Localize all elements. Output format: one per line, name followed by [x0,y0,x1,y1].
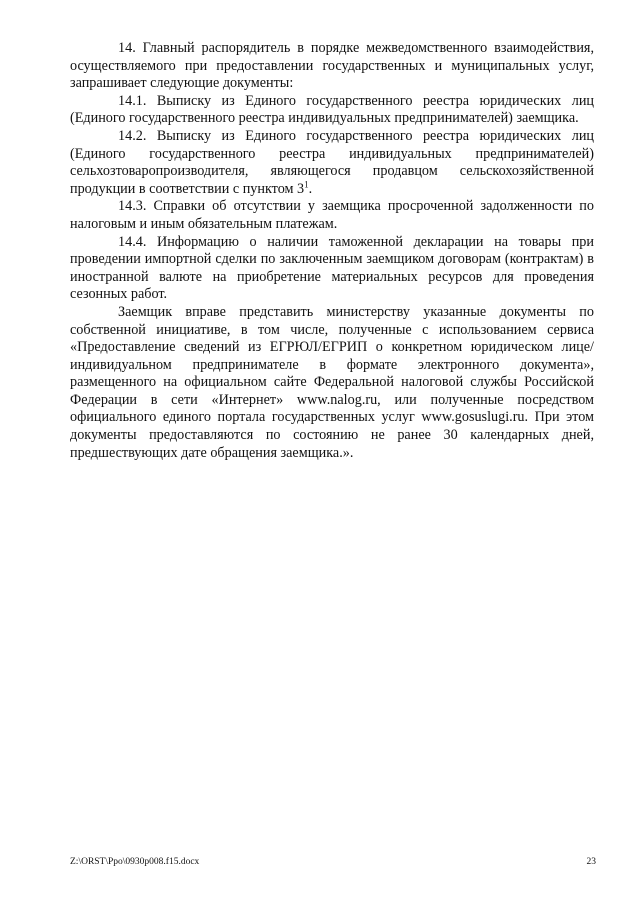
paragraph-borrower-right: Заемщик вправе представить министерству указанные документы по собственной инициативе, в том числе, полученные с использованием сервиса «Предоставление сведений из ЕГРЮЛ/ЕГРИП о конкретном юридическом лице/индивидуальном предпринимателе в формате электронного документа», размещенного на официальном сайте Федеральной налоговой службы Российской Федерации в сети «Интернет» www.nalog.ru, или полученные посредством официального единого портала государственных услуг www.gosuslugi.ru. При этом документы предоставляются по состоянию не ранее 30 календарных дней, предшествующих дате обращения заемщика.». [70,303,594,461]
paragraph-14-2-tail: . [308,180,313,197]
paragraph-14-1: 14.1. Выписку из Единого государственного реестра юридических лиц (Единого государственного реестра индивидуальных предпринимателей) заемщика. [70,92,594,127]
footnote-superscript: 1 [304,179,309,190]
paragraph-14: 14. Главный распорядитель в порядке межведомственного взаимодействия, осуществляемого при предоставлении государственных и муниципальных услуг, запрашивает следующие документы: [70,40,594,92]
document-body [70,40,594,462]
paragraph-14-2-text: 14.2. Выписку из Единого государственного реестра юридических лиц (Единого государственного реестра индивидуальных предпринимателей) сельхозтоваропроизводителя, являющегося продавцом сельскохозяйственной продукции в соответствии с пунктом 3 [70,127,594,197]
footer-page-number: 23 [586,857,596,867]
paragraph-14-4: 14.4. Информацию о наличии таможенной декларации на товары при проведении импортной сделки по заключенным заемщиком договорам (контрактам) в иностранной валюте на приобретение материальных ресурсов для проведения сезонных работ. [70,233,594,303]
footer-file-path: Z:\ORST\Ppo\0930p008.f15.docx [70,857,200,867]
paragraph-14-3: 14.3. Справки об отсутствии у заемщика просроченной задолженности по налоговым и иным обязательным платежам. [70,198,594,232]
paragraph-14-2 [70,128,594,198]
